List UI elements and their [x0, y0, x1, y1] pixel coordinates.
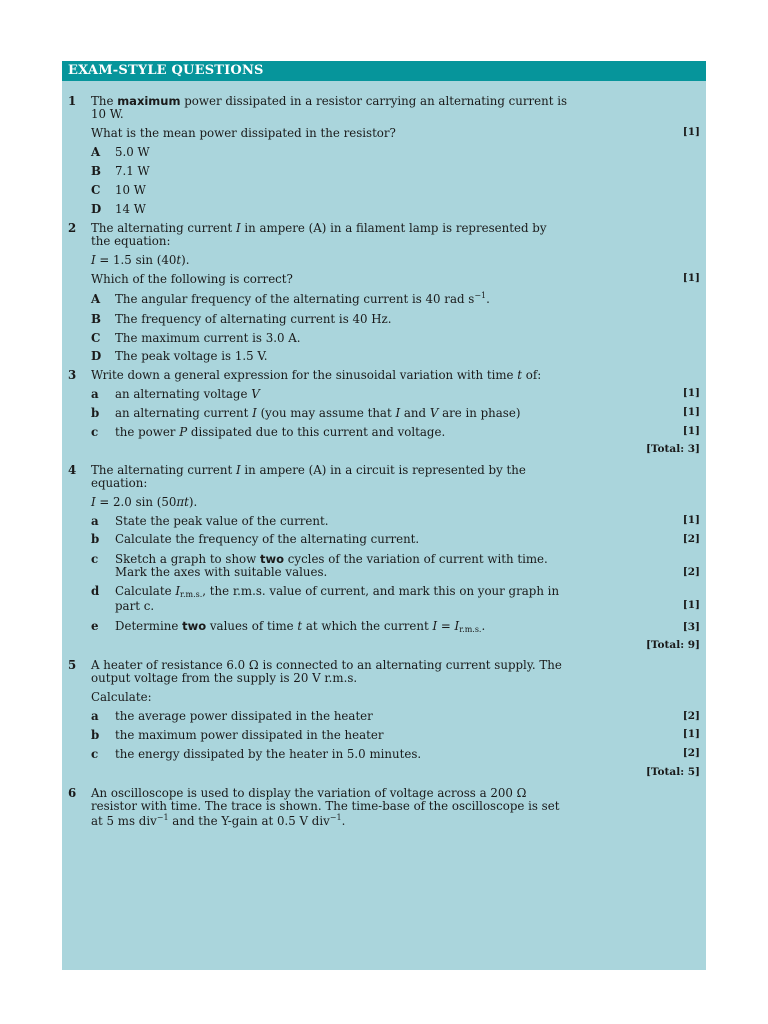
marks: [2]: [682, 566, 700, 578]
marks: [1]: [682, 514, 700, 526]
part-label: d: [91, 584, 100, 598]
question-prompt: Which of the following is correct?: [91, 272, 293, 286]
marks: [3]: [682, 621, 700, 633]
question-number: 3: [68, 368, 77, 382]
question-text: The alternating current I in ampere (A) in a filament lamp is represented by: [91, 221, 547, 235]
part-text: Calculate the frequency of the alternating current.: [115, 532, 420, 546]
question-number: 5: [68, 658, 77, 672]
total-marks: [Total: 3]: [645, 443, 700, 455]
part-text: Determine two values of time t at which the current $I = I_{r.m.s.}$.: [115, 619, 486, 634]
question-number: 2: [68, 221, 77, 235]
question-prompt: What is the mean power dissipated in the resistor?: [91, 126, 396, 140]
option-text: 5.0 W: [115, 145, 150, 159]
option-text: The frequency of alternating current is 40 Hz.: [115, 312, 392, 326]
option-letter: C: [91, 183, 101, 197]
part-label: b: [91, 728, 100, 742]
part-label: a: [91, 709, 99, 723]
option-text: The angular frequency of the alternating current is 40 rad $s^{-1}$.: [115, 291, 490, 306]
part-text: Sketch a graph to show two cycles of the variation of current with time.: [115, 552, 548, 566]
option-letter: D: [91, 349, 102, 363]
part-label: c: [91, 425, 99, 439]
part-text: the energy dissipated by the heater in 5.0 minutes.: [115, 747, 422, 761]
part-text: the power P dissipated due to this current and voltage.: [115, 425, 446, 439]
part-text: an alternating voltage V: [115, 387, 260, 401]
marks: [1]: [682, 425, 700, 437]
marks: [1]: [682, 728, 700, 740]
marks: [1]: [682, 599, 700, 611]
part-label: c: [91, 747, 99, 761]
part-label: a: [91, 387, 99, 401]
option-letter: A: [91, 292, 101, 306]
marks: [1]: [682, 272, 700, 284]
marks: [2]: [682, 747, 700, 759]
option-text: The peak voltage is 1.5 V.: [115, 349, 268, 363]
question-text: An oscilloscope is used to display the variation of voltage across a 200 Ω: [91, 786, 527, 800]
option-letter: C: [91, 331, 101, 345]
option-text: 14 W: [115, 202, 146, 216]
question-text: The maximum power dissipated in a resistor carrying an alternating current is: [91, 94, 568, 108]
marks: [2]: [682, 710, 700, 722]
total-marks: [Total: 9]: [645, 639, 700, 651]
total-marks: [Total: 5]: [645, 766, 700, 778]
question-text: equation:: [91, 476, 148, 490]
question-text: resistor with time. The trace is shown. The time-base of the oscilloscope is set: [91, 799, 560, 813]
part-label: b: [91, 532, 100, 546]
equation: I = 1.5 sin (40t).: [91, 253, 190, 267]
question-text: A heater of resistance 6.0 Ω is connected to an alternating current supply. The: [91, 658, 562, 672]
section-banner: [62, 61, 706, 81]
question-text: output voltage from the supply is 20 V r.m.s.: [91, 671, 358, 685]
equation: I = 2.0 sin (50πt).: [91, 495, 198, 509]
part-text: Mark the axes with suitable values.: [115, 565, 328, 579]
option-letter: A: [91, 145, 101, 159]
part-text: the average power dissipated in the heater: [115, 709, 373, 723]
option-text: 7.1 W: [115, 164, 150, 178]
part-text: an alternating current I (you may assume that I and V are in phase): [115, 406, 521, 420]
option-text: The maximum current is 3.0 A.: [115, 331, 301, 345]
marks: [1]: [682, 387, 700, 399]
part-text: Calculate $I_{r.m.s.}$, the r.m.s. value of current, and mark this on your graph in: [115, 584, 560, 599]
part-label: b: [91, 406, 100, 420]
option-letter: B: [91, 164, 101, 178]
option-letter: D: [91, 202, 102, 216]
part-text: State the peak value of the current.: [115, 514, 329, 528]
question-text: 10 W.: [91, 107, 124, 121]
part-label: c: [91, 552, 99, 566]
marks: [1]: [682, 406, 700, 418]
part-label: a: [91, 514, 99, 528]
question-number: 6: [68, 786, 77, 800]
question-text: Write down a general expression for the sinusoidal variation with time t of:: [91, 368, 542, 382]
question-number: 1: [68, 94, 77, 108]
question-prompt: Calculate:: [91, 690, 152, 704]
part-text: the maximum power dissipated in the heater: [115, 728, 384, 742]
part-label: e: [91, 619, 99, 633]
marks: [1]: [682, 126, 700, 138]
question-number: 4: [68, 463, 77, 477]
part-text: part c.: [115, 599, 155, 613]
marks: [2]: [682, 533, 700, 545]
question-text: at 5 ms div$^{-1}$ and the Y-gain at 0.5 V div$^{-1}$.: [91, 813, 346, 828]
section-title: EXAM-STYLE QUESTIONS: [68, 63, 264, 78]
question-text: The alternating current I in ampere (A) in a circuit is represented by the: [91, 463, 526, 477]
question-text: the equation:: [91, 234, 171, 248]
option-text: 10 W: [115, 183, 146, 197]
option-letter: B: [91, 312, 101, 326]
exam-questions-panel: [62, 61, 706, 970]
